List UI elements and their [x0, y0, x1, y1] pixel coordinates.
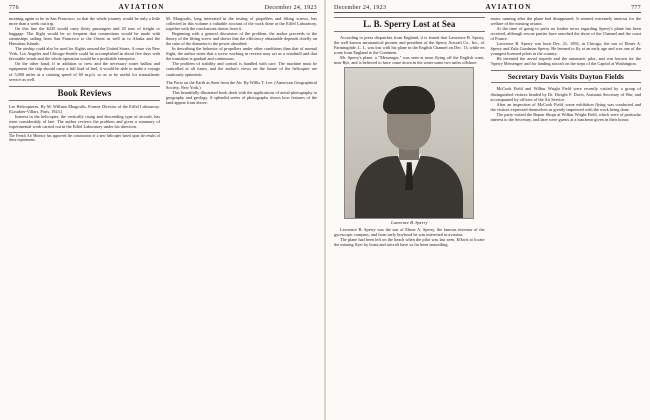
sperry-heading: L. B. Sperry Lost at Sea	[334, 17, 485, 32]
paragraph: This beautifully illustrated book deals with the applications of aerial photography to geography and geology. A splendid series of photographs shows how features of the land appear from above.	[166, 89, 317, 105]
paragraph: Mr. Sperry's plane, a "Messenger," was seen at noon flying off the English coast, near Rye, and is believed to have come down in the water some two miles offshore.	[334, 55, 485, 66]
left-columns	[9, 16, 317, 142]
right-columns	[334, 16, 641, 248]
paragraph: At the time of going to press no further news regarding Sperry's plane has been received, although rescue parties have searched the shore of the Channel and the coast of France.	[490, 26, 641, 42]
book-entry: Les Helicopteres. By M. William Margoulis, Former Director of the Eiffel Laboratory. (Gauthier-Villars, Paris, 1923.)	[9, 103, 160, 114]
portrait-figure	[334, 67, 485, 225]
paragraph: The party visited the Repair Shops at Wilbur Wright Field, which were of particular interest to the Secretary, and later were guests at a luncheon given in their honor.	[490, 111, 641, 122]
paragraph: On this line the $245 would carry thirty passengers and 20 tons of freight or baggage. The flight would be so frequent that connections would be made with steamships sailing from San Francisco to the Orient as well as to Alaska and the Hawaiian Islands.	[9, 26, 160, 47]
book-entry: The Facts on the Earth as Seen from the Air. By Willis T. Lee. (American Geographical Society, New York.)	[166, 79, 317, 90]
running-head-left	[9, 3, 317, 13]
right-page	[326, 0, 650, 420]
magazine-title: AVIATION	[485, 3, 532, 11]
issue-date: December 24, 1923	[334, 5, 387, 11]
issue-date: December 24, 1923	[264, 5, 317, 11]
magazine-title: AVIATION	[118, 3, 165, 11]
paragraph: The problem of stability and control is handled with care. The machine must be controlled at all times, and the author's views on the future of the helicopter are cautiously optimistic.	[166, 61, 317, 77]
paragraph: According to press dispatches from England, it is feared that Lawrence B. Sperry, the well known aeronautical pioneer and president of the Sperry Aircraft Co., Inc., of Farmingdale, L. I., was lost with his plane in the English Channel on Dec. 13, while en route from England to the Continent.	[334, 35, 485, 56]
mccook-heading: Secretary Davis Visits Dayton Fields	[491, 70, 642, 83]
right-column-1	[334, 16, 485, 248]
page-number: 776	[9, 5, 19, 11]
right-column-2	[491, 16, 642, 248]
paragraph: Interest in the helicopter, the vertically rising and descending type of aircraft, has risen considerably of late. The author reviews the problem and gives a summary of experimental work carried out in the Eiffel Laboratory under his direction.	[9, 113, 160, 129]
running-head-right	[334, 3, 641, 13]
paragraph: M. Margoulis, long interested in the testing of propellers and lifting screws, has collected in this volume a valuable account of the work done at the Eiffel Laboratory, together with the conclusions drawn from it.	[166, 16, 317, 32]
portrait-caption: Lawrence B. Sperry	[391, 220, 428, 226]
left-column-2	[166, 16, 317, 142]
paragraph: The plane had been left on the beach when the pilot was last seen. Efforts to locate the missing flyer by boats and aircraft have so far been unavailing.	[334, 237, 485, 248]
paragraph: The airship could also be used for flights around the United States. A route via New York, Los Angeles and Chicago-Seattle could be accomplished in about five days with favorable winds and the whole operation would be a profitable enterprise.	[9, 46, 160, 62]
footnote: The French Air Ministry has approved the construction of a new helicopter based upon the results of these experiments.	[9, 133, 160, 143]
paragraph: After an inspection of McCook Field, some exhibition flying was conducted and the visitors expressed themselves as greatly impressed with the work being done.	[490, 101, 641, 112]
left-column-1	[9, 16, 160, 142]
paragraph: Lawrence B. Sperry was born Dec. 21, 1892, in Chicago, the son of Elmer A. Sperry and Zula Goodman Sperry. He learned to fly at an early age and was one of the youngest licensed pilots in the country.	[490, 41, 641, 57]
paragraph: Lawrence B. Sperry was the son of Elmer A. Sperry, the famous inventor of the gyroscopic compass, and from early boyhood he was interested in aviation.	[334, 227, 485, 238]
paragraph: Beginning with a general discussion of the problem, the author proceeds to the theory of the lifting screw and shows that the efficiency obtainable depends chiefly on the ratio of the diameter to the power absorbed.	[166, 31, 317, 47]
book-reviews-heading: Book Reviews	[9, 86, 160, 101]
paragraph: In describing the behavior of propellers under other conditions than that of normal flight, the author notes that a screw working in reverse may act as a windmill and that the transition is gradual and continuous.	[166, 46, 317, 62]
sperry-portrait	[344, 67, 474, 219]
page-number: 777	[631, 5, 641, 11]
paragraph: morning again to be in San Francisco, so that the whole journey would be only a little more than a week out trip.	[9, 16, 160, 27]
paragraph: On the other hand, if in addition to crew and the necessary water ballast and equipment the ship should carry a full load of fuel, it would be able to make a voyage of 5,000 miles at a cruising speed of 60 m.p.h. so as to be useful for transatlantic service as well.	[9, 61, 160, 82]
paragraph: motor running after the plane had disappeared. It seemed extremely anxious for the welfare of the missing aviator.	[490, 16, 641, 27]
paragraph: McCook Field and Wilbur Wright Field were recently visited by a group of distinguished visitors headed by Dr. Dwight F. Davis, Assistant Secretary of War, and accompanied by officers of the Air Service.	[490, 86, 641, 102]
paragraph: He invented the aerial torpedo and the automatic pilot, and was known for the 'Sperry Messenger' and for landing aircraft on the steps of the Capitol at Washington.	[490, 56, 641, 67]
